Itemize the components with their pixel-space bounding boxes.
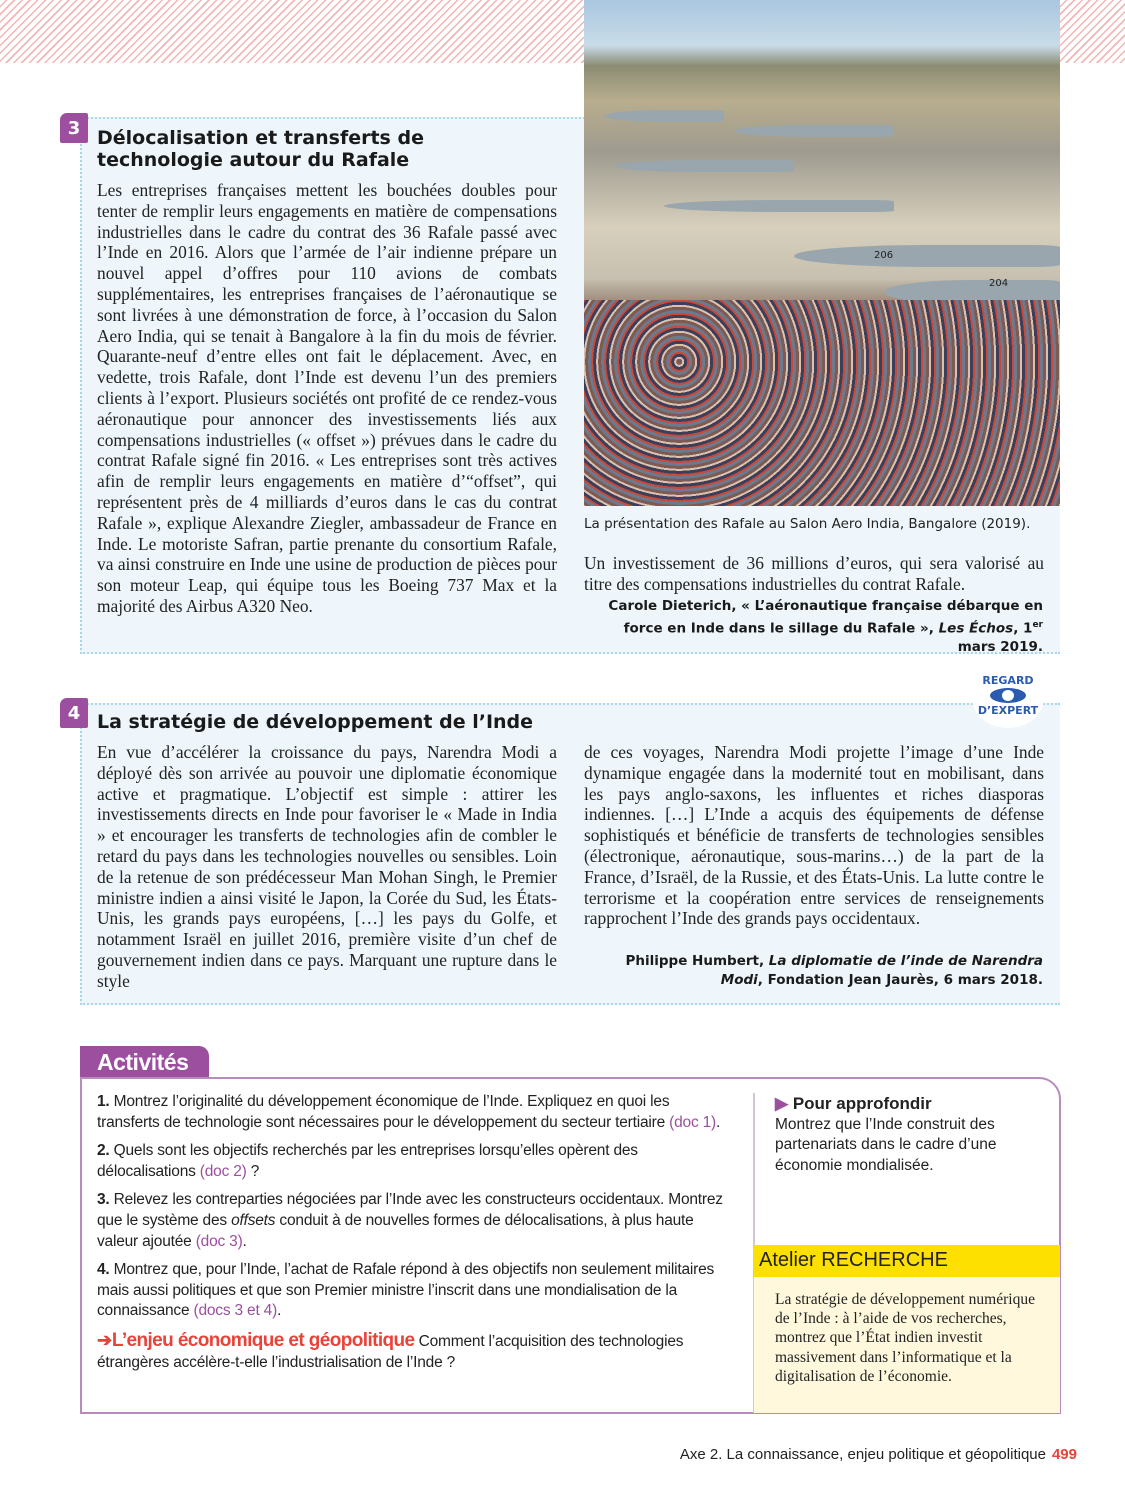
source-journal: Les Échos bbox=[938, 620, 1014, 636]
badge-text-top: REGARD bbox=[982, 674, 1034, 687]
enjeu-text: Comment l’acquisition des technologies étrangères accélère-t-elle l’industrialisation de l’Inde ? bbox=[97, 1332, 684, 1371]
eye-icon bbox=[990, 688, 1026, 703]
source-publisher-date: , Fondation Jean Jaurès, 6 mars 2018. bbox=[757, 971, 1043, 988]
source-date: mars 2019. bbox=[957, 638, 1043, 655]
document-4-source bbox=[600, 952, 1043, 989]
question-text: Relevez les contreparties négociées par l’Inde avec les constructeurs occidentaux. Montrez que le système des bbox=[97, 1191, 723, 1229]
document-3-source bbox=[600, 597, 1043, 656]
photo-rafale-aero-india bbox=[584, 0, 1060, 506]
question-text: Montrez que, pour l’Inde, l’achat de Rafale répond à des objectifs non seulement militaires mais aussi politiques et que son Premier ministre l’inscrit dans une mondialisation de la connaissance bbox=[97, 1261, 715, 1320]
source-title: La diplomatie de l’inde de Narendra Modi bbox=[720, 953, 1043, 988]
atelier-recherche-text: La stratégie de développement numérique de l’Inde : à l’aide de vos recherches, montrez que l’État indien investit massivement dans l’informatique et la digitalisation de l’économie. bbox=[754, 1277, 1060, 1413]
question-number: 4. bbox=[97, 1261, 110, 1279]
punct: ? bbox=[246, 1162, 260, 1180]
source-author: Carole Dieterich, « L’aéronautique française débarque en force en Inde dans le sillage du Rafale », bbox=[608, 598, 1043, 636]
question-number: 3. bbox=[97, 1191, 110, 1209]
question-number: 1. bbox=[97, 1093, 110, 1110]
footer-axis: Axe 2. bbox=[679, 1446, 723, 1463]
arrow-right-icon: ➔ bbox=[97, 1329, 112, 1350]
punct: . bbox=[277, 1302, 282, 1320]
source-author: Philippe Humbert, bbox=[625, 953, 769, 969]
doc-reference: (doc 1) bbox=[669, 1113, 716, 1131]
page-number: 499 bbox=[1051, 1446, 1077, 1463]
doc-reference: (doc 2) bbox=[199, 1162, 247, 1180]
document-4-title: La stratégie de développement de l’Inde bbox=[97, 711, 534, 733]
question-text: Quels sont les objectifs recherchés par les entreprises lorsqu’elles opèrent des délocalisations bbox=[97, 1142, 638, 1180]
question-italic: offsets bbox=[231, 1211, 276, 1229]
question-4 bbox=[97, 1260, 732, 1322]
question-text: Montrez l’originalité du développement économique de l’Inde. Expliquez en quoi les transferts de technologie sont nécessaires pour le développement du secteur tertiaire bbox=[97, 1093, 670, 1131]
document-4-number: 4 bbox=[60, 698, 88, 728]
approfondir-text: Montrez que l’Inde construit des partenariats dans le cadre d’une économie mondialisée. bbox=[775, 1115, 997, 1174]
document-3-title: Délocalisation et transferts de technologie autour du Rafale bbox=[97, 127, 424, 171]
decorative-hatch-left bbox=[0, 0, 584, 63]
enjeu-question bbox=[97, 1330, 732, 1373]
doc-reference: (doc 3) bbox=[195, 1232, 243, 1250]
document-4-text-left: En vue d’accélérer la croissance du pays, Narendra Modi a déployé dès son arrivée au pouvoir une diplomatie économique active et pragmatique. L’objectif est simple : attirer les investissements directs en Inde pour favoriser le « Made in India » et encourager les transferts de technologies afin de combler le retard du pays dans les technologies nouvelles ou sensibles. Loin de la retenue de son prédécesseur Man Mohan Singh, le Premier ministre indien a ainsi visité le Japon, la Corée du Sud, les États-Unis, les grands pays européens, […] les pays du Golfe, et notamment Israël en juillet 2016, première visite d’un chef de gouvernement indien dans ce pays. Marquant une rupture dans le style bbox=[97, 742, 557, 991]
photo-caption: La présentation des Rafale au Salon Aero India, Bangalore (2019). bbox=[584, 516, 1031, 532]
triangle-right-icon: ▶ bbox=[775, 1094, 789, 1113]
atelier-recherche-header: Atelier RECHERCHE bbox=[754, 1245, 1060, 1277]
page-footer bbox=[680, 1446, 1077, 1463]
badge-text-bottom: D’EXPERT bbox=[977, 704, 1039, 717]
activities-tab: Activités bbox=[80, 1046, 209, 1078]
enjeu-title: L’enjeu économique et géopolitique bbox=[111, 1329, 415, 1351]
question-number: 2. bbox=[97, 1142, 110, 1160]
punct: . bbox=[716, 1113, 721, 1131]
document-3-number: 3 bbox=[60, 113, 88, 143]
doc-reference: (docs 3 et 4) bbox=[193, 1302, 278, 1320]
decorative-hatch-right bbox=[1060, 0, 1125, 63]
pour-approfondir bbox=[775, 1094, 1045, 1176]
question-text: conduit à de nouvelles formes de délocalisations, à plus haute valeur ajoutée bbox=[97, 1211, 694, 1250]
document-3-text: Les entreprises françaises mettent les bouchées doubles pour tenter de remplir leurs engagements en matière de compensations industrielles dans le cadre du contrat des 36 Rafale passé avec l’Inde en 2016. Alors que l’armée de l’air indienne prépare un nouvel appel d’offres pour 110 avions de combats supplémentaires, les entreprises françaises de l’aéronautique se sont livrées à une démonstration de force, à l’occasion du Salon Aero India, qui se tenait à Bangalore à la fin du mois de février. Quarante-neuf d’entre elles ont fait le déplacement. Avec, en vedette, trois Rafale, dont l’Inde est devenu l’un des premiers clients à l’export. Plusieurs sociétés ont profité de ce rendez-vous aéronautique pour annoncer des investissements liés aux compensations industrielles (« offset ») prévues dans le cadre du contrat Rafale signé fin 2016. « Les entreprises sont très actives afin de remplir leurs engagements en matière d’“offset”, qui représentent près de 4 milliards d’euros dans le cas du contrat Rafale », explique Alexandre Ziegler, ambassadeur de France en Inde. Le motoriste Safran, partie prenante du consortium Rafale, va ainsi construire en Inde une usine de production de pièces pour son moteur Leap, qui équipe tous les Boeing 737 Max et la majorité des Airbus A320 Neo. bbox=[97, 180, 557, 616]
regard-expert-badge bbox=[972, 668, 1044, 728]
source-date: , 1 bbox=[1013, 620, 1033, 636]
document-4-text-right: de ces voyages, Narendra Modi projette l’image d’une Inde dynamique engagée dans la modernité tout en mobilisant, dans les pays anglo-saxons, les influentes et riches diasporas indiennes. […] L’Inde a acquis des équipements de défense sophistiqués et bénéficie de transferts de technologies sensibles (électronique, aéronautique, sous-marins…) de la part de la France, d’Israël, de la Russie, et des États-Unis. La lutte contre le terrorisme et la coopération entre services de renseignements rapprochent l’Inde des grands pays occidentaux. bbox=[584, 742, 1044, 929]
document-3-text-continued: Un investissement de 36 millions d’euros, qui sera valorisé au titre des compensations industrielles du contrat Rafale. bbox=[584, 553, 1044, 594]
jet-number-label: 204 bbox=[989, 278, 1009, 289]
question-3 bbox=[97, 1190, 732, 1252]
question-1 bbox=[97, 1092, 732, 1133]
approfondir-title: Pour approfondir bbox=[792, 1094, 932, 1113]
question-2 bbox=[97, 1141, 732, 1182]
jet-number-label: 206 bbox=[874, 250, 894, 261]
punct: . bbox=[242, 1232, 247, 1250]
questions-list bbox=[97, 1092, 732, 1381]
footer-text: La connaissance, enjeu politique et géopolitique bbox=[722, 1446, 1046, 1463]
source-date-sup: er bbox=[1032, 619, 1043, 630]
